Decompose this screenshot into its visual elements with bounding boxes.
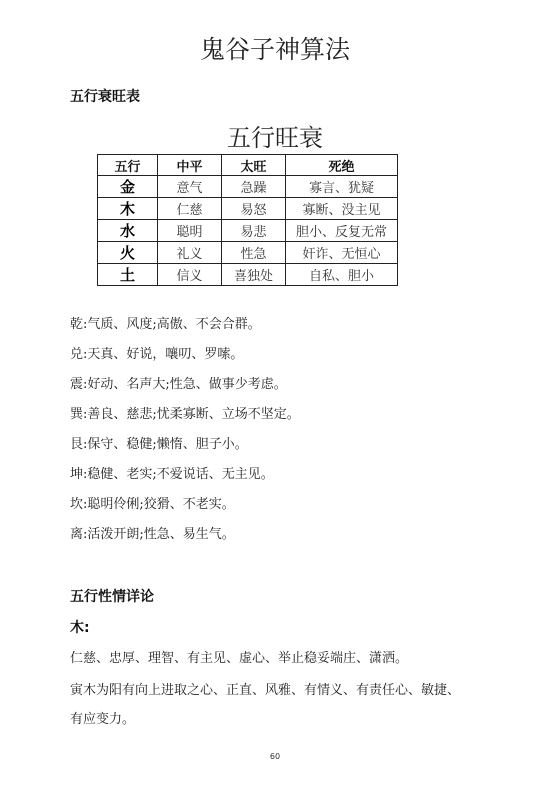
column-header: 死绝 [286,155,398,176]
table-cell: 喜独处 [222,264,286,286]
element-cell: 土 [98,264,158,286]
table-cell: 奸诈、无恒心 [286,242,398,264]
wood-paragraph-line: 有应变力。 [70,712,136,727]
table-cell: 意气 [158,176,222,198]
trigram-line-zhen: 震:好动、名声大;性急、做事少考虑。 [70,377,287,392]
wood-paragraph-line: 寅木为阳有向上进取之心、正直、风雅、有情义、有责任心、敏捷、 [70,683,461,698]
column-header: 太旺 [222,155,286,176]
table-cell: 易怒 [222,198,286,220]
page-number: 60 [269,752,281,761]
table-cell: 性急 [222,242,286,264]
table-cell: 易悲 [222,220,286,242]
trigram-line-li: 离:活泼开朗;性急、易生气。 [70,527,235,542]
column-header: 中平 [158,155,222,176]
table-cell: 寡断、没主见 [286,198,398,220]
table-row [98,198,398,220]
element-cell: 木 [98,198,158,220]
table-cell: 信义 [158,264,222,286]
table-row [98,242,398,264]
table-row [98,176,398,198]
table-cell: 胆小、反复无常 [286,220,398,242]
table-cell: 寡言、犹疑 [286,176,398,198]
trigram-line-gen: 艮:保守、稳健;懒惰、胆子小。 [70,437,248,452]
table-cell: 聪明 [158,220,222,242]
table-cell: 急躁 [222,176,286,198]
table-title: 五行旺衰 [227,124,323,152]
page-title: 鬼谷子神算法 [199,35,350,64]
wuxing-table [97,154,398,286]
wood-paragraph-line: 仁慈、忠厚、理智、有主见、虚心、举止稳妥端庄、潇洒。 [70,651,409,666]
table-row [98,264,398,286]
element-cell: 金 [98,176,158,198]
trigram-line-kan: 坎:聪明伶俐;狡猾、不老实。 [70,497,235,512]
section-heading-wuxing-table: 五行衰旺表 [70,89,140,105]
wood-heading: 木: [70,620,90,636]
trigram-line-kun: 坤:稳健、老实;不爱说话、无主见。 [70,467,274,482]
trigram-line-xun: 巽:善良、慈悲;忧柔寡断、立场不坚定。 [70,407,300,422]
table-row [98,220,398,242]
element-cell: 水 [98,220,158,242]
table-cell: 礼义 [158,242,222,264]
table-header-row [98,155,398,176]
table-cell: 自私、胆小 [286,264,398,286]
section-heading-wuxing-temperament: 五行性情详论 [70,589,154,605]
trigram-line-dui: 兑:天真、好说，嚷叨、罗嗦。 [70,347,244,362]
table-cell: 仁慈 [158,198,222,220]
element-cell: 火 [98,242,158,264]
trigram-line-qian: 乾:气质、风度;高傲、不会合群。 [70,317,261,332]
column-header: 五行 [98,155,158,176]
